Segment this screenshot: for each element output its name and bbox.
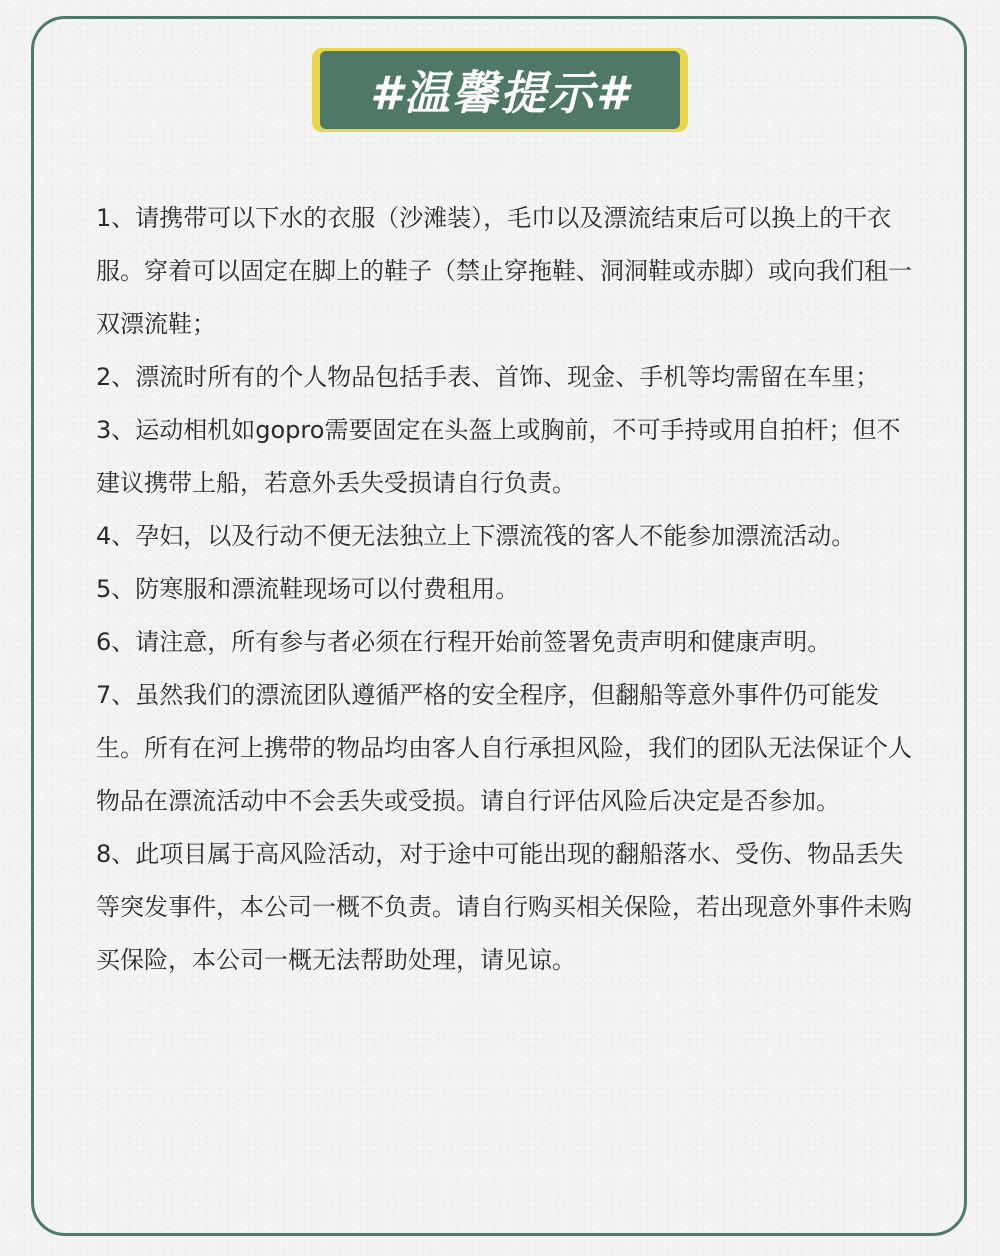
page-title: #温馨提示# xyxy=(369,66,630,120)
title-badge xyxy=(312,48,688,132)
tip-item-2: 2、漂流时所有的个人物品包括手表、首饰、现金、手机等均需留在车里； xyxy=(96,363,880,391)
tip-item-1: 1、请携带可以下水的衣服（沙滩装），毛巾以及漂流结束后可以换上的干衣服。穿着可以固定在脚上的鞋子（禁止穿拖鞋、洞洞鞋或赤脚）或向我们租一双漂流鞋； xyxy=(96,204,912,338)
tips-list xyxy=(96,192,912,987)
title-badge-inner xyxy=(320,51,680,129)
tip-item-7: 7、虽然我们的漂流团队遵循严格的安全程序，但翻船等意外事件仍可能发生。所有在河上携带的物品均由客人自行承担风险，我们的团队无法保证个人物品在漂流活动中不会丢失或受损。请自行评估风险后决定是否参加。 xyxy=(96,681,912,815)
tip-item-3: 3、运动相机如gopro需要固定在头盔上或胸前，不可手持或用自拍杆；但不建议携带上船，若意外丢失受损请自行负责。 xyxy=(96,416,901,497)
tip-item-6: 6、请注意，所有参与者必须在行程开始前签署免责声明和健康声明。 xyxy=(96,628,832,656)
tip-item-4: 4、孕妇，以及行动不便无法独立上下漂流筏的客人不能参加漂流活动。 xyxy=(96,522,856,550)
tip-item-8: 8、此项目属于高风险活动，对于途中可能出现的翻船落水、受伤、物品丢失等突发事件，本公司一概不负责。请自行购买相关保险，若出现意外事件未购买保险，本公司一概无法帮助处理，请见谅。 xyxy=(96,840,912,974)
tip-item-5: 5、防寒服和漂流鞋现场可以付费租用。 xyxy=(96,575,520,603)
